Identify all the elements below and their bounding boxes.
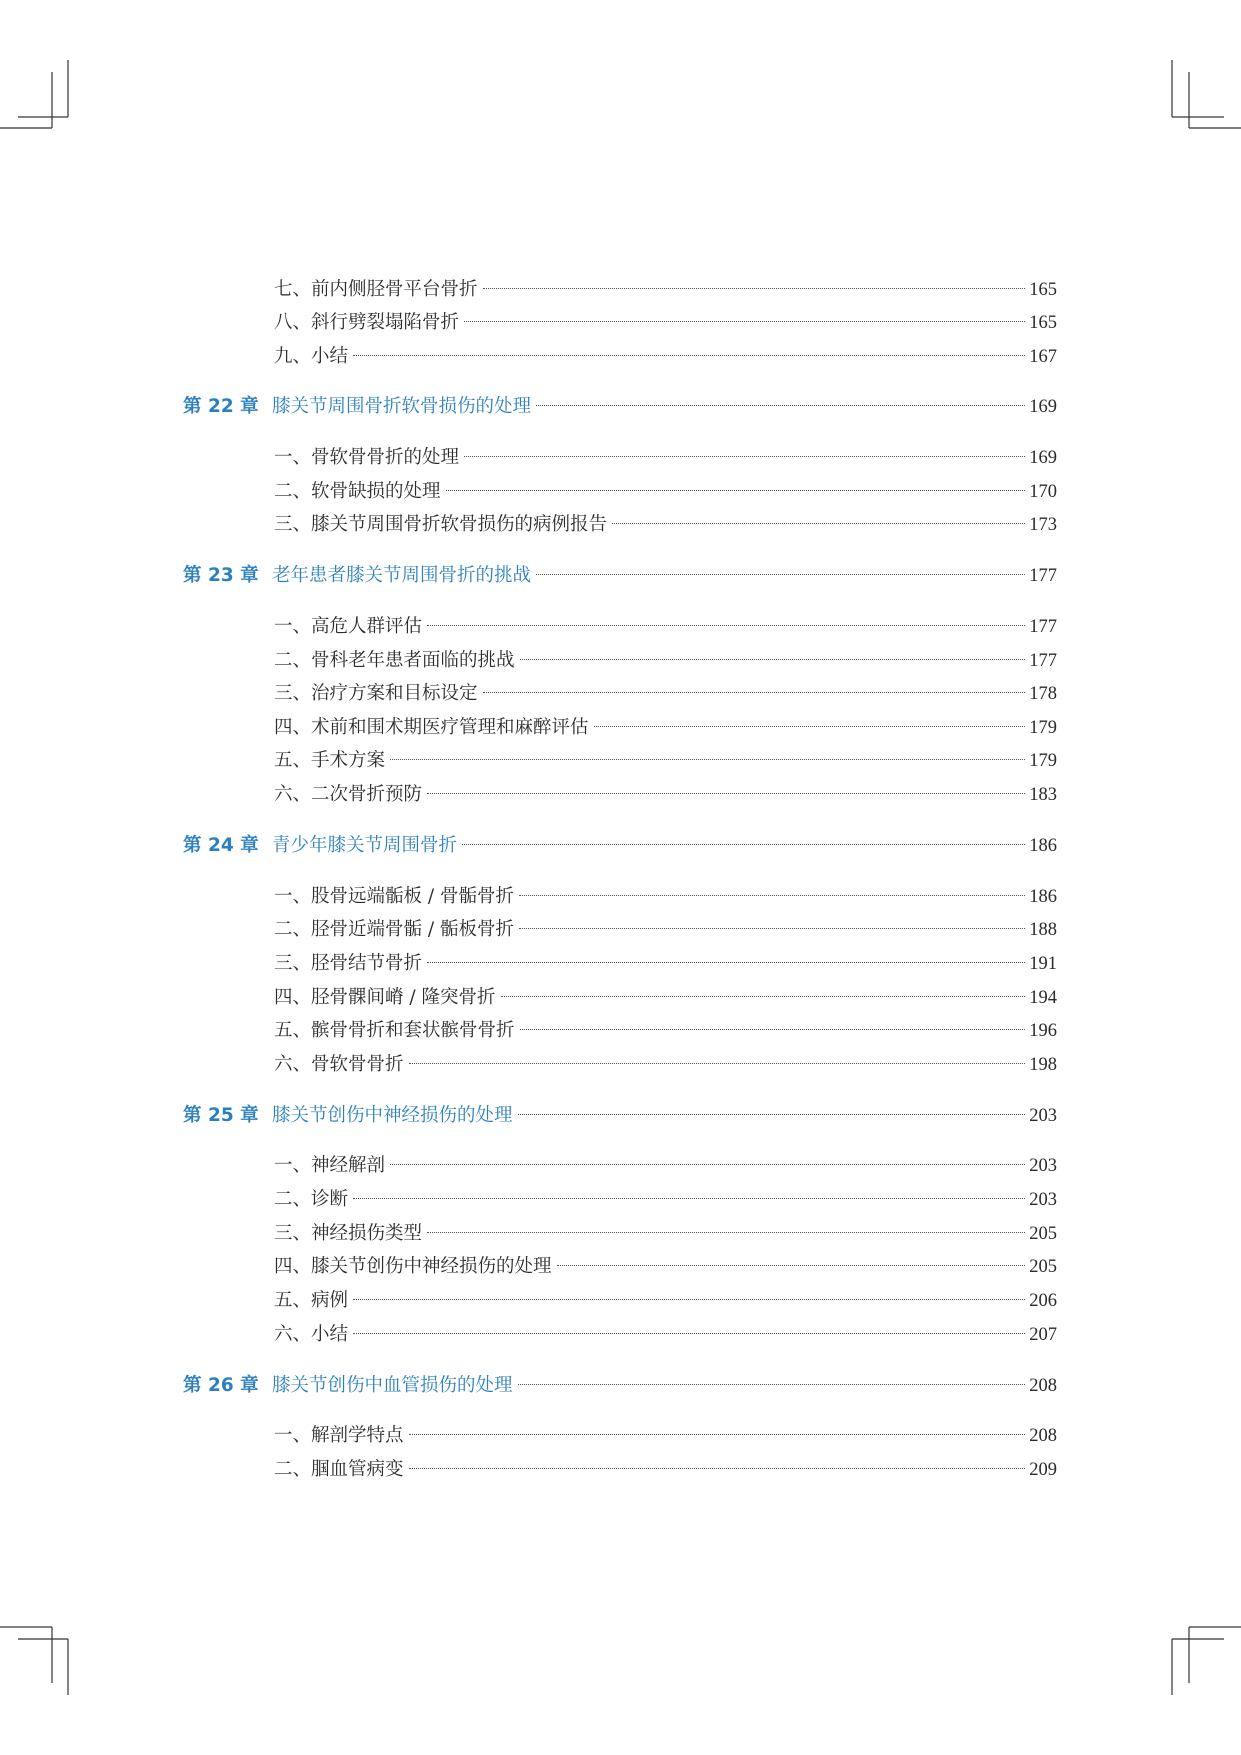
section-title: 一、股骨远端骺板 / 骨骺骨折	[274, 886, 514, 907]
dot-leader	[427, 793, 1025, 794]
dot-leader	[557, 1265, 1026, 1266]
section-title: 二、腘血管病变	[274, 1459, 404, 1480]
page-number: 179	[1029, 718, 1057, 738]
page-number: 165	[1029, 280, 1057, 300]
toc-chapter-entry[interactable]	[183, 829, 1057, 863]
toc-section-entry[interactable]	[274, 1318, 1057, 1352]
toc-section-entry[interactable]	[274, 711, 1057, 745]
dot-leader	[483, 288, 1026, 289]
dot-leader	[462, 844, 1025, 845]
section-title: 二、软骨缺损的处理	[274, 481, 441, 502]
dot-leader	[483, 692, 1026, 693]
page-number: 170	[1029, 482, 1057, 502]
chapter-number: 第 22 章	[183, 396, 259, 417]
page-number: 177	[1029, 617, 1057, 637]
dot-leader	[501, 996, 1026, 997]
chapter-number: 第 25 章	[183, 1105, 259, 1126]
page-number: 167	[1029, 347, 1057, 367]
toc-section-entry[interactable]	[274, 1014, 1057, 1048]
dot-leader	[594, 726, 1026, 727]
section-title: 一、骨软骨骨折的处理	[274, 447, 460, 468]
section-title: 九、小结	[274, 346, 349, 367]
dot-leader	[520, 1029, 1026, 1030]
chapter-number: 第 23 章	[183, 565, 259, 586]
page-number: 196	[1029, 1021, 1057, 1041]
section-title: 二、诊断	[274, 1189, 349, 1210]
page-number: 208	[1029, 1376, 1057, 1396]
section-title: 四、膝关节创伤中神经损伤的处理	[274, 1256, 552, 1277]
crop-mark-bottom-left	[0, 1627, 68, 1695]
toc-section-entry[interactable]	[274, 306, 1057, 340]
toc-section-entry[interactable]	[274, 1183, 1057, 1217]
toc-section-entry[interactable]	[274, 981, 1057, 1015]
dot-leader	[519, 928, 1025, 929]
page-number: 207	[1029, 1325, 1057, 1345]
toc-section-entry[interactable]	[274, 644, 1057, 678]
crop-mark-bottom-right	[1172, 1627, 1241, 1695]
dot-leader	[427, 962, 1025, 963]
dot-leader	[427, 625, 1025, 626]
page-number: 209	[1029, 1460, 1057, 1480]
dot-leader	[409, 1063, 1026, 1064]
page-number: 186	[1029, 836, 1057, 856]
section-title: 三、膝关节周围骨折软骨损伤的病例报告	[274, 514, 608, 535]
page-number: 205	[1029, 1224, 1057, 1244]
toc-section-entry[interactable]	[274, 340, 1057, 374]
dot-leader	[612, 523, 1025, 524]
chapter-number: 第 26 章	[183, 1375, 259, 1396]
page-number: 205	[1029, 1257, 1057, 1277]
toc-section-entry[interactable]	[274, 778, 1057, 812]
toc-section-entry[interactable]	[274, 273, 1057, 307]
dot-leader	[536, 405, 1025, 406]
section-title: 四、术前和围术期医疗管理和麻醉评估	[274, 717, 589, 738]
chapter-number: 第 24 章	[183, 835, 259, 856]
dot-leader	[518, 1384, 1026, 1385]
section-title: 五、髌骨骨折和套状髌骨骨折	[274, 1020, 515, 1041]
toc-chapter-entry[interactable]	[183, 390, 1057, 424]
toc-section-entry[interactable]	[274, 1284, 1057, 1318]
page-number: 188	[1029, 920, 1057, 940]
page-number: 186	[1029, 887, 1057, 907]
dot-leader	[353, 355, 1025, 356]
section-title: 五、手术方案	[274, 750, 386, 771]
dot-leader	[390, 1164, 1025, 1165]
toc-section-entry[interactable]	[274, 744, 1057, 778]
chapter-title: 膝关节创伤中血管损伤的处理	[272, 1375, 513, 1396]
section-title: 二、骨科老年患者面临的挑战	[274, 650, 515, 671]
toc-chapter-entry[interactable]	[183, 1099, 1057, 1133]
toc-section-entry[interactable]	[274, 441, 1057, 475]
crop-mark-top-right	[1172, 60, 1241, 128]
dot-leader	[464, 321, 1025, 322]
toc-section-entry[interactable]	[274, 1453, 1057, 1487]
page-number: 165	[1029, 313, 1057, 333]
dot-leader	[518, 1114, 1026, 1115]
toc-section-entry[interactable]	[274, 1048, 1057, 1082]
dot-leader	[520, 659, 1026, 660]
chapter-title: 青少年膝关节周围骨折	[272, 835, 458, 856]
section-title: 三、神经损伤类型	[274, 1223, 423, 1244]
section-title: 六、骨软骨骨折	[274, 1054, 404, 1075]
dot-leader	[390, 759, 1025, 760]
page-number: 198	[1029, 1055, 1057, 1075]
dot-leader	[464, 456, 1025, 457]
dot-leader	[536, 574, 1025, 575]
page-number: 208	[1029, 1426, 1057, 1446]
toc-section-entry[interactable]	[274, 475, 1057, 509]
page-number: 177	[1029, 566, 1057, 586]
chapter-title: 老年患者膝关节周围骨折的挑战	[272, 565, 532, 586]
dot-leader	[353, 1299, 1025, 1300]
chapter-title: 膝关节创伤中神经损伤的处理	[272, 1105, 513, 1126]
section-title: 七、前内侧胫骨平台骨折	[274, 279, 478, 300]
dot-leader	[519, 895, 1025, 896]
page-number: 169	[1029, 448, 1057, 468]
page-number: 178	[1029, 684, 1057, 704]
dot-leader	[353, 1198, 1025, 1199]
toc-section-entry[interactable]	[274, 508, 1057, 542]
section-title: 一、神经解剖	[274, 1155, 386, 1176]
section-title: 五、病例	[274, 1290, 349, 1311]
page-number: 191	[1029, 954, 1057, 974]
section-title: 八、斜行劈裂塌陷骨折	[274, 312, 460, 333]
page-number: 183	[1029, 785, 1057, 805]
toc-section-entry[interactable]	[274, 880, 1057, 914]
toc-section-entry[interactable]	[274, 1250, 1057, 1284]
section-title: 一、高危人群评估	[274, 616, 423, 637]
chapter-title: 膝关节周围骨折软骨损伤的处理	[272, 396, 532, 417]
page-number: 203	[1029, 1156, 1057, 1176]
dot-leader	[446, 490, 1026, 491]
page-number: 173	[1029, 515, 1057, 535]
section-title: 一、解剖学特点	[274, 1425, 404, 1446]
page-number: 177	[1029, 651, 1057, 671]
page-number: 203	[1029, 1106, 1057, 1126]
section-title: 四、胫骨髁间嵴 / 隆突骨折	[274, 987, 496, 1008]
page-number: 169	[1029, 397, 1057, 417]
section-title: 六、二次骨折预防	[274, 784, 423, 805]
dot-leader	[353, 1333, 1025, 1334]
toc-section-entry[interactable]	[274, 610, 1057, 644]
toc-section-entry[interactable]	[274, 947, 1057, 981]
section-title: 三、胫骨结节骨折	[274, 953, 423, 974]
toc-section-entry[interactable]	[274, 1419, 1057, 1453]
section-title: 六、小结	[274, 1324, 349, 1345]
toc-chapter-entry[interactable]	[183, 1369, 1057, 1403]
page-number: 203	[1029, 1190, 1057, 1210]
section-title: 三、治疗方案和目标设定	[274, 683, 478, 704]
dot-leader	[409, 1468, 1026, 1469]
page-number: 194	[1029, 988, 1057, 1008]
page-number: 206	[1029, 1291, 1057, 1311]
toc-section-entry[interactable]	[274, 913, 1057, 947]
dot-leader	[409, 1434, 1026, 1435]
crop-mark-top-left	[0, 60, 68, 128]
toc-section-entry[interactable]	[274, 677, 1057, 711]
toc-section-entry[interactable]	[274, 1149, 1057, 1183]
toc-section-entry[interactable]	[274, 1217, 1057, 1251]
dot-leader	[427, 1232, 1025, 1233]
toc-chapter-entry[interactable]	[183, 559, 1057, 593]
section-title: 二、胫骨近端骨骺 / 骺板骨折	[274, 919, 514, 940]
page-number: 179	[1029, 751, 1057, 771]
